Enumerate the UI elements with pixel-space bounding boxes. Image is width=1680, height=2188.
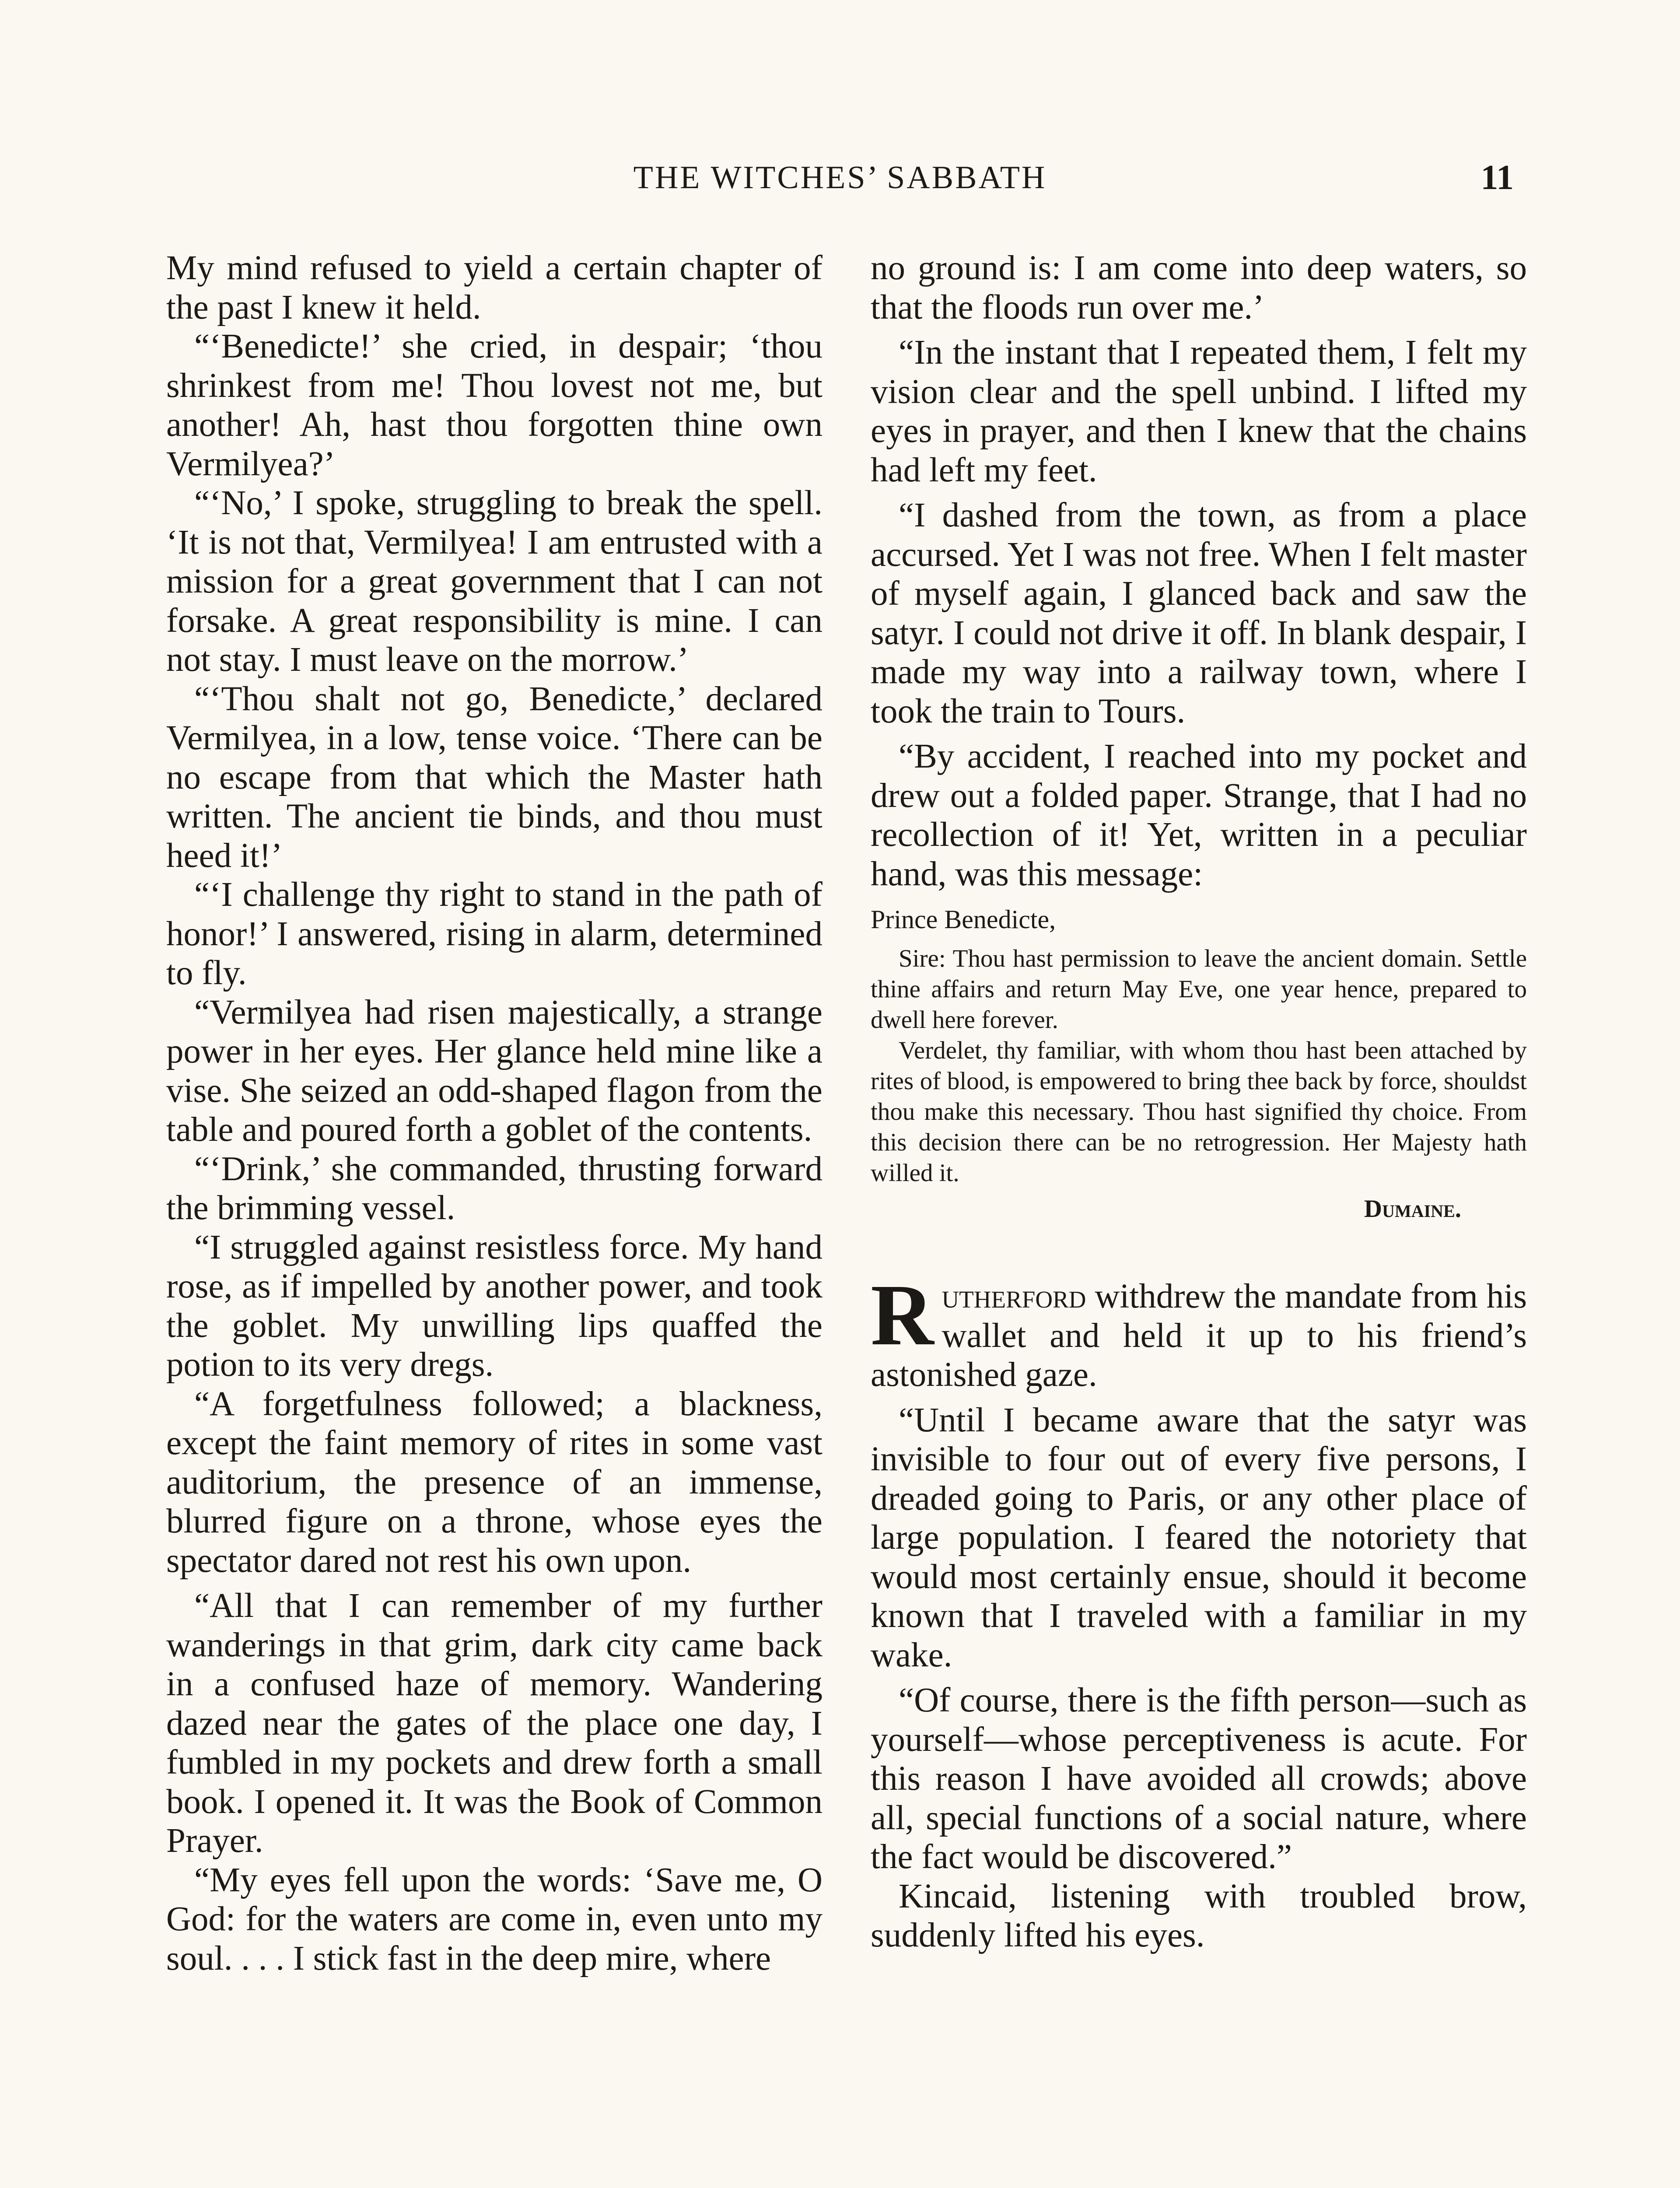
paragraph: “Until I became aware that the satyr was invisible to four out of every five persons, I dreaded going to Paris, or any other place of large population. I feared the notoriety that would most certainly ensue, should it become known that I traveled with a familiar in my wake. xyxy=(871,1401,1527,1674)
letter-signature: Dumaine. xyxy=(1364,1195,1461,1223)
paragraph: “All that I can remember of my further wanderings in that grim, dark city came back in a confused haze of memory. Wandering dazed near the gates of the place one day, I fumbled in my pockets and drew forth a small book. I opened it. It was the Book of Common Prayer. xyxy=(166,1587,822,1860)
paragraph: “‘No,’ I spoke, struggling to break the spell. ‘It is not that, Vermilyea! I am entrusted with a mission for a great government that I can not forsake. A great responsibility is mine. I can not stay. I must leave on the morrow.’ xyxy=(166,484,822,679)
paragraph: My mind refused to yield a certain chapter of the past I knew it held. xyxy=(166,249,822,326)
paragraph: “I struggled against resistless force. My hand rose, as if impelled by another power, and took the goblet. My unwilling lips quaffed the potion to its very dregs. xyxy=(166,1228,822,1384)
paragraph: no ground is: I am come into deep waters, so that the floods run over me.’ xyxy=(871,249,1527,326)
paragraph: “My eyes fell upon the words: ‘Save me, O God: for the waters are come in, even unto my soul. . . . I stick fast in the deep mire, where xyxy=(166,1861,822,1978)
paragraph: “Of course, there is the fifth person—such as yourself—whose perceptiveness is acute. For this reason I have avoided all crowds; above all, special functions of a social nature, where the fact would be discovered.” xyxy=(871,1681,1527,1876)
running-title: THE WITCHES’ SABBATH xyxy=(633,160,1047,196)
letter-paragraph: Sire: Thou hast permission to leave the ancient domain. Settle thine affairs and return May Eve, one year hence, prepared to dwell here forever. xyxy=(871,945,1527,1034)
running-head xyxy=(166,156,1514,200)
paragraph: “‘Drink,’ she commanded, thrusting forward the brimming vessel. xyxy=(166,1150,822,1227)
paragraph: “A forgetfulness followed; a blackness, except the faint memory of rites in some vast auditorium, the presence of an immense, blurred figure on a throne, whose eyes the spectator dared not rest his own upon. xyxy=(166,1385,822,1580)
paragraph: “‘I challenge thy right to stand in the path of honor!’ I answered, rising in alarm, determined to fly. xyxy=(166,876,822,992)
paragraph: Kincaid, listening with troubled brow, suddenly lifted his eyes. xyxy=(871,1877,1527,1954)
paragraph: “By accident, I reached into my pocket and drew out a folded paper. Strange, that I had no recollection of it! Yet, written in a peculiar hand, was this message: xyxy=(871,737,1527,893)
quoted-letter xyxy=(871,904,1527,1224)
paragraph: “Vermilyea had risen majestically, a strange power in her eyes. Her glance held mine like a vise. She seized an odd-shaped flagon from the table and poured forth a goblet of the contents. xyxy=(166,993,822,1149)
letter-paragraph: Verdelet, thy familiar, with whom thou hast been attached by rites of blood, is empowered to bring thee back by force, shouldst thou make this necessary. Thou hast signified thy choice. From this decision there can be no retrogression. Her Majesty hath willed it. xyxy=(871,1037,1527,1187)
paragraph: “I dashed from the town, as from a place accursed. Yet I was not free. When I felt master of myself again, I glanced back and saw the satyr. I could not drive it off. In blank despair, I made my way into a railway town, where I took the train to Tours. xyxy=(871,496,1527,730)
paragraph: “‘Thou shalt not go, Benedicte,’ declared Vermilyea, in a low, tense voice. ‘There can be no escape from that which the Master hath written. The ancient tie binds, and thou must heed it!’ xyxy=(166,680,822,875)
section-text: withdrew the mandate from his wallet and held it up to his friend’s astonished gaze. xyxy=(871,1277,1527,1394)
letter-salutation: Prince Benedicte, xyxy=(871,905,1056,934)
lead-word: utherford xyxy=(942,1277,1086,1315)
drop-cap: R xyxy=(871,1267,934,1364)
left-column xyxy=(166,249,822,1978)
right-column xyxy=(871,249,1527,1955)
page-number: 11 xyxy=(1480,158,1514,197)
section-opening-paragraph xyxy=(871,1267,1527,1395)
paragraph: “‘Benedicte!’ she cried, in despair; ‘thou shrinkest from me! Thou lovest not me, but another! Ah, hast thou forgotten thine own Vermilyea?’ xyxy=(166,327,822,483)
paragraph: “In the instant that I repeated them, I felt my vision clear and the spell unbind. I lifted my eyes in prayer, and then I knew that the chains had left my feet. xyxy=(871,333,1527,489)
